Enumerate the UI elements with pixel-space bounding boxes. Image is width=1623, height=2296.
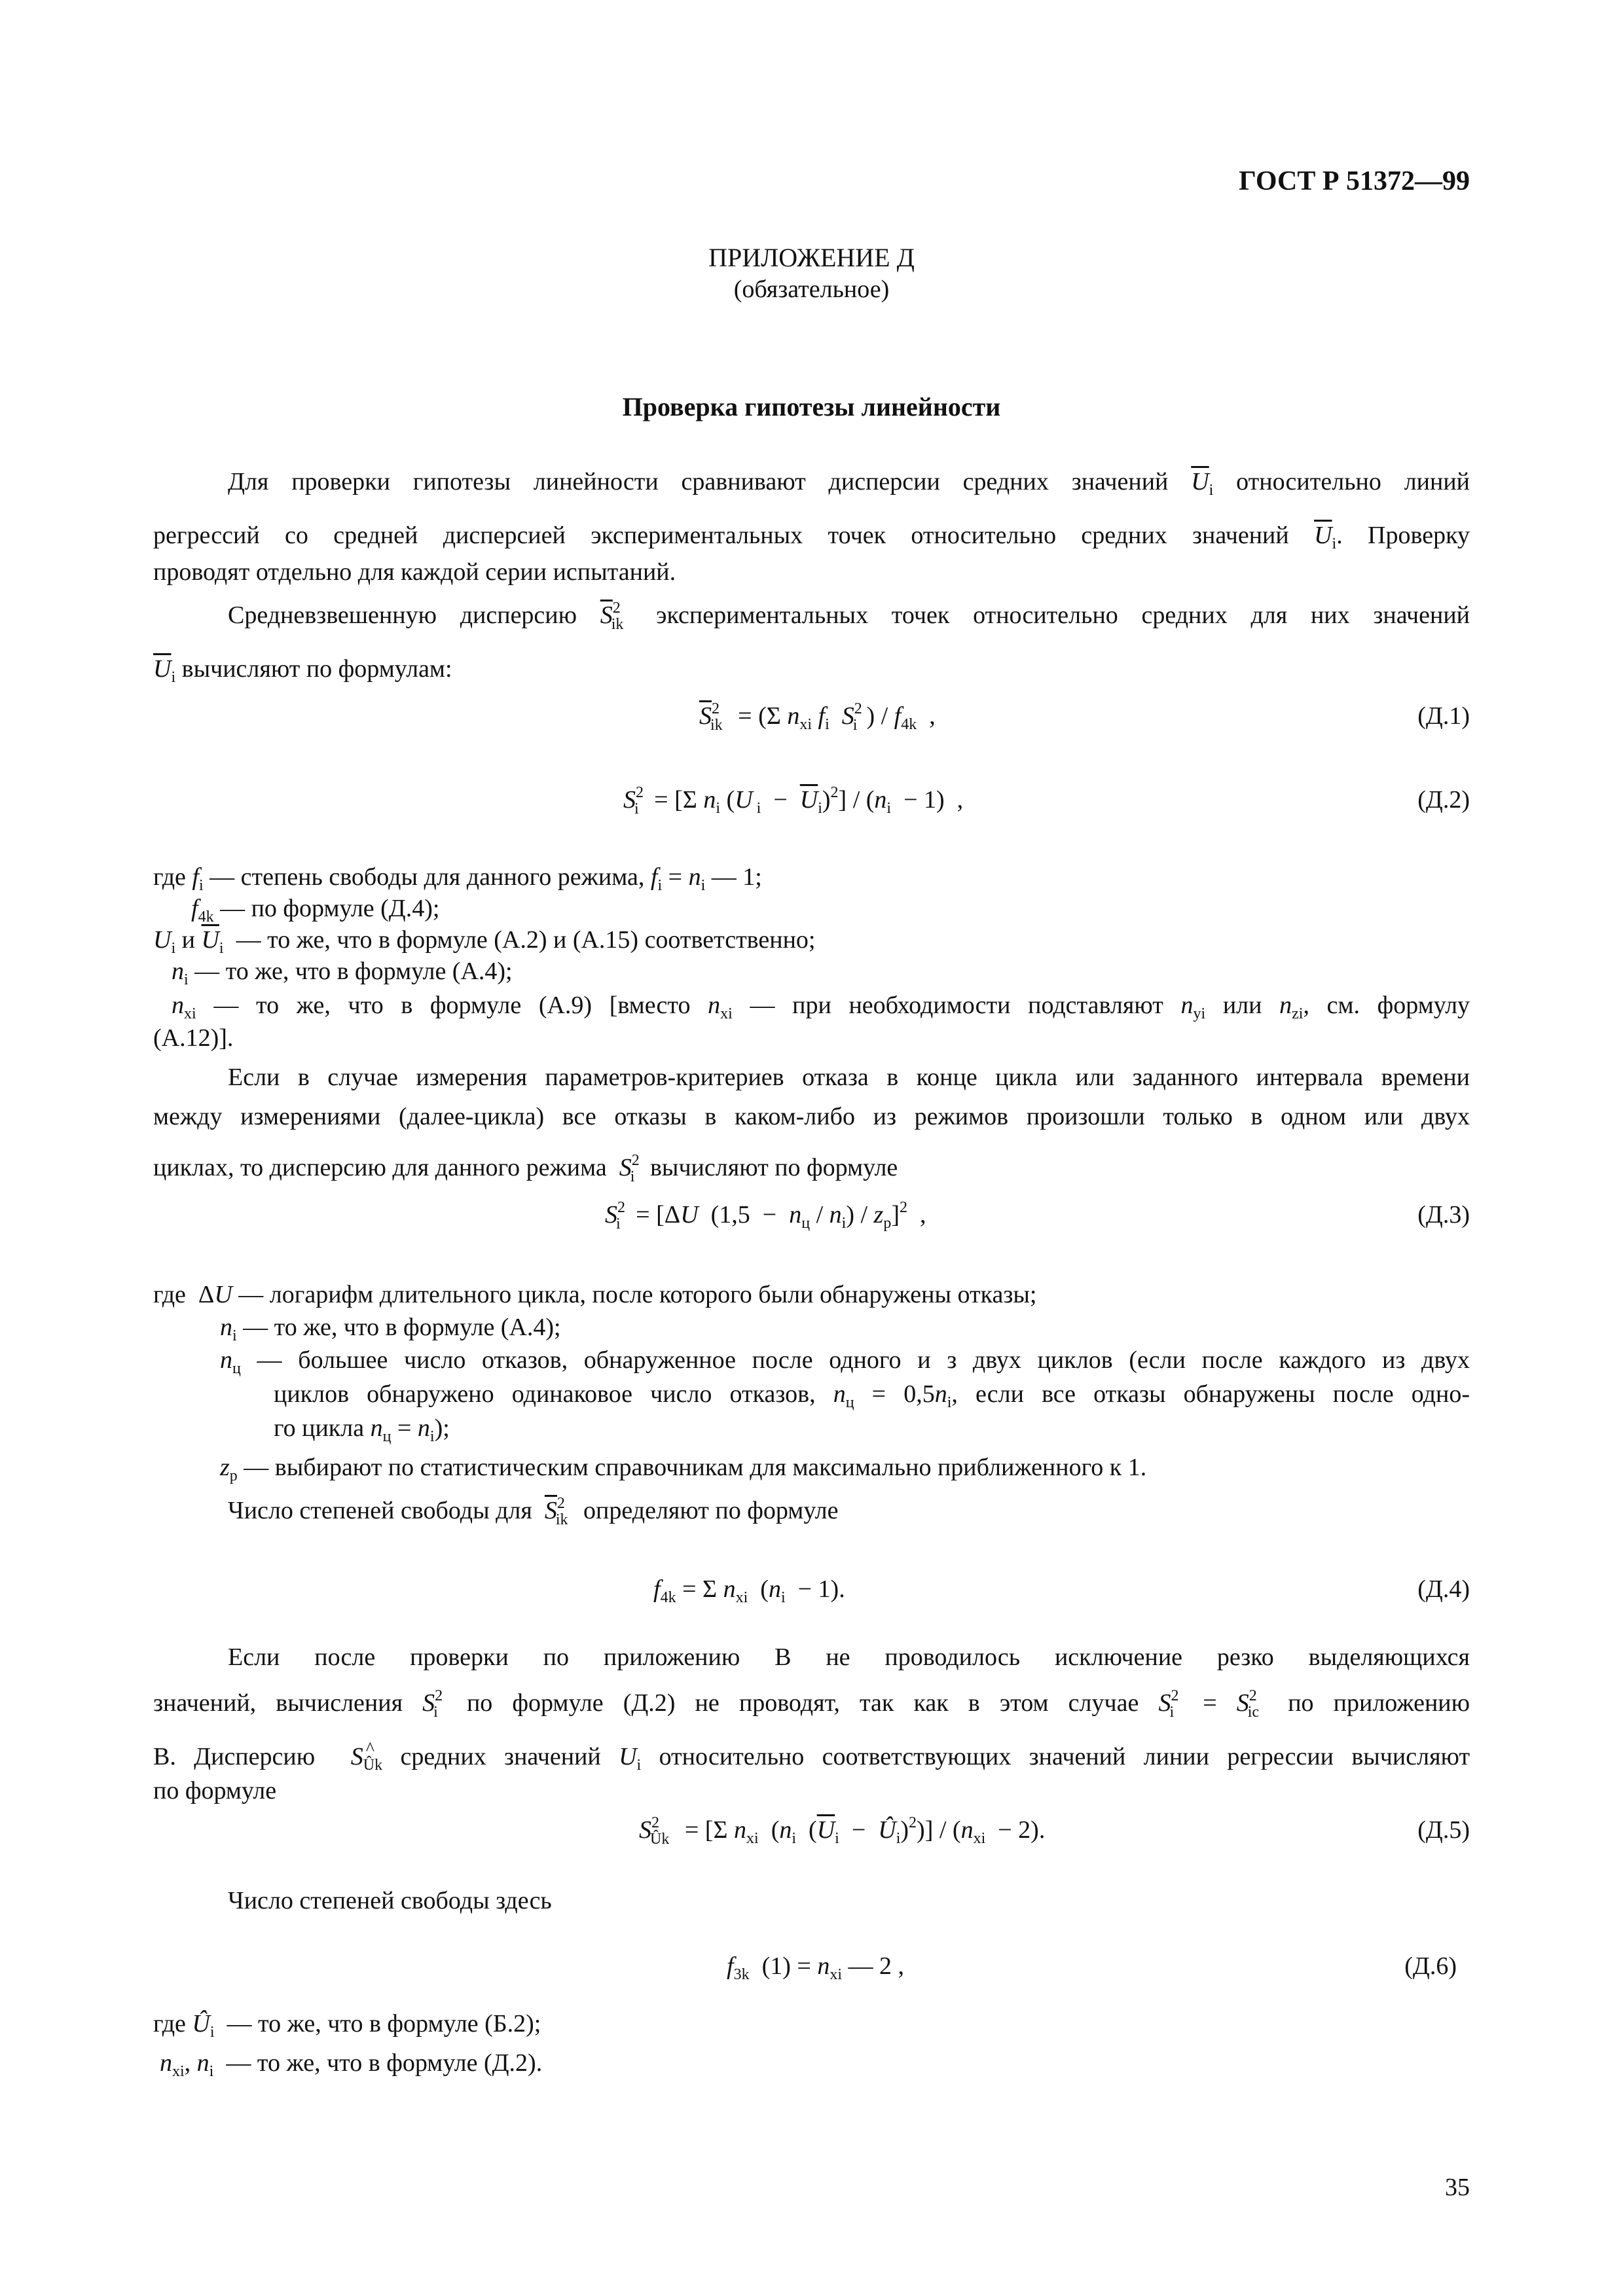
where-2-line-6: $z_p$ — выбирают по статистическим справочникам для максимально приближенного к 1. — [220, 1454, 1147, 1484]
equation-number-d3: (Д.3) — [1417, 1201, 1470, 1229]
where-2-line-3: $n_ц$ — большее число отказов, обнаруженное после одного и з двух циклов (если после каждого из двух — [220, 1346, 1470, 1377]
equation-d5: $S^2_{Ûk} = [\Sigma$ $n_{xi}$ ($n_i$ ($\overline{U}_i$ − $Û_i)^2)] / (n_{xi} - 2)$. — [639, 1814, 1046, 1848]
where-1-line-4: $n_i$ — то же, что в формуле (А.4); — [172, 958, 513, 988]
where-1-line-3: $U_i$ и $\overline{U}_i$ — то же, что в формуле (А.2) и (А.15) соответственно; — [153, 926, 816, 957]
appendix-title: ПРИЛОЖЕНИЕ Д — [708, 243, 915, 272]
section-title: Проверка гипотезы линейности — [622, 392, 1001, 422]
equation-d3: $S^2_i = [\Delta U$ $(1,5 - n_ц / n_i) / z_p]^2$ , — [605, 1199, 926, 1232]
paragraph-2-line-2: $\overline{U}_i$ вычисляют по формулам: — [153, 655, 452, 686]
equation-d2: $S^2_i = [\Sigma$ $n_i$ (U $_i - \overline{U}_i)^2] / (n_i - 1)$ , — [623, 784, 964, 817]
where-2-line-5: го цикла $n_ц = n_i$); — [274, 1414, 450, 1445]
paragraph-3-line-1: Если в случае измерения параметров-критериев отказа в конце цикла или заданного интервала времени — [228, 1064, 1470, 1091]
paragraph-1-line-1: Для проверки гипотезы линейности сравнивают дисперсии средних значений $\overline{U}_i$ относительно линий — [228, 468, 1470, 499]
where-3-line-1: где $Û_i$ — то же, что в формуле (Б.2); — [153, 2010, 541, 2041]
equation-number-d5: (Д.5) — [1417, 1816, 1470, 1844]
where-2-line-1: где ΔU — логарифм длительного цикла, после которого были обнаружены отказы; — [153, 1281, 1037, 1308]
where-1-line-5: $n_{xi}$ — то же, что в формуле (А.9) [вместо $n_{xi}$ — при необходимости подставляют $n_{yi}$ или $n_{zi}$, см. формулу — [172, 992, 1470, 1022]
paragraph-6: Число степеней свободы здесь — [228, 1887, 552, 1914]
paragraph-1-line-2: регрессий со средней дисперсией экспериментальных точек относительно средних значений $\overline{U}_i$. Проверку — [153, 522, 1470, 552]
where-1-line-2: $f_{4k}$ — по формуле (Д.4); — [191, 895, 440, 925]
where-1-line-1: где $f_i$ — степень свободы для данного режима, $f_i = n_i$ — 1; — [153, 863, 762, 894]
where-2-line-2: $n_i$ — то же, что в формуле (А.4); — [220, 1314, 561, 1344]
equation-d4: $f_{4k} = \Sigma$ $n_{xi}$ $(n_i - 1)$. — [653, 1575, 845, 1606]
paragraph-2-line-1: Средневзвешенную дисперсию $\overline{S}^2_{ik}$ экспериментальных точек относительно средних для них значений — [228, 600, 1470, 633]
paragraph-5-line-2: значений, вычисления $S^2_i$ по формуле (Д.2) не проводят, так как в этом случае $S^2_i = S^2_{ic}$ по приложению — [153, 1687, 1470, 1721]
paragraph-5-line-4: по формуле — [153, 1777, 277, 1804]
equation-d6: $f_{3k}$ $(1) = n_{xi}$ — 2 , — [727, 1952, 904, 1983]
equation-number-d6: (Д.6) — [1404, 1952, 1457, 1980]
equation-number-d2: (Д.2) — [1417, 786, 1470, 814]
equation-d1: $\overline{S}^2_{ik} = (\Sigma$ $n_{xi}$ $f_i$ $S^2_i$ ) / $f_{4k}$ , — [699, 700, 936, 734]
paragraph-5-line-1: Если после проверки по приложению В не проводилось исключение резко выделяющихся — [228, 1643, 1470, 1671]
paragraph-5-line-3: В. Дисперсию $S_{Ûk}$ средних значений $U_i$ относительно соответствующих значений линии регрессии вычисляют — [153, 1743, 1470, 1774]
equation-number-d4: (Д.4) — [1417, 1575, 1470, 1603]
paragraph-1-line-3: проводят отдельно для каждой серии испытаний. — [153, 558, 676, 586]
equation-number-d1: (Д.1) — [1417, 702, 1470, 730]
paragraph-3-line-3: циклах, то дисперсию для данного режима $S^2_i$ вычисляют по формуле — [153, 1152, 898, 1185]
page-number: 35 — [1445, 2174, 1470, 2201]
paragraph-3-line-2: между измерениями (далее-цикла) все отказы в каком-либо из режимов произошли только в одном или двух — [153, 1103, 1470, 1130]
document-code: ГОСТ Р 51372—99 — [1239, 166, 1470, 196]
where-2-line-4: циклов обнаружено одинаковое число отказов, $n_ц = 0,5n_i$, если все отказы обнаружены после одно- — [274, 1380, 1470, 1411]
where-3-line-2: $n_{xi}$, $n_i$ — то же, что в формуле (Д.2). — [160, 2049, 543, 2080]
where-1-line-6: (А.12)]. — [153, 1024, 234, 1052]
appendix-status: (обязательное) — [733, 276, 890, 303]
paragraph-4: Число степеней свободы для $\overline{S}^2_{ik}$ определяют по формуле — [228, 1495, 839, 1528]
